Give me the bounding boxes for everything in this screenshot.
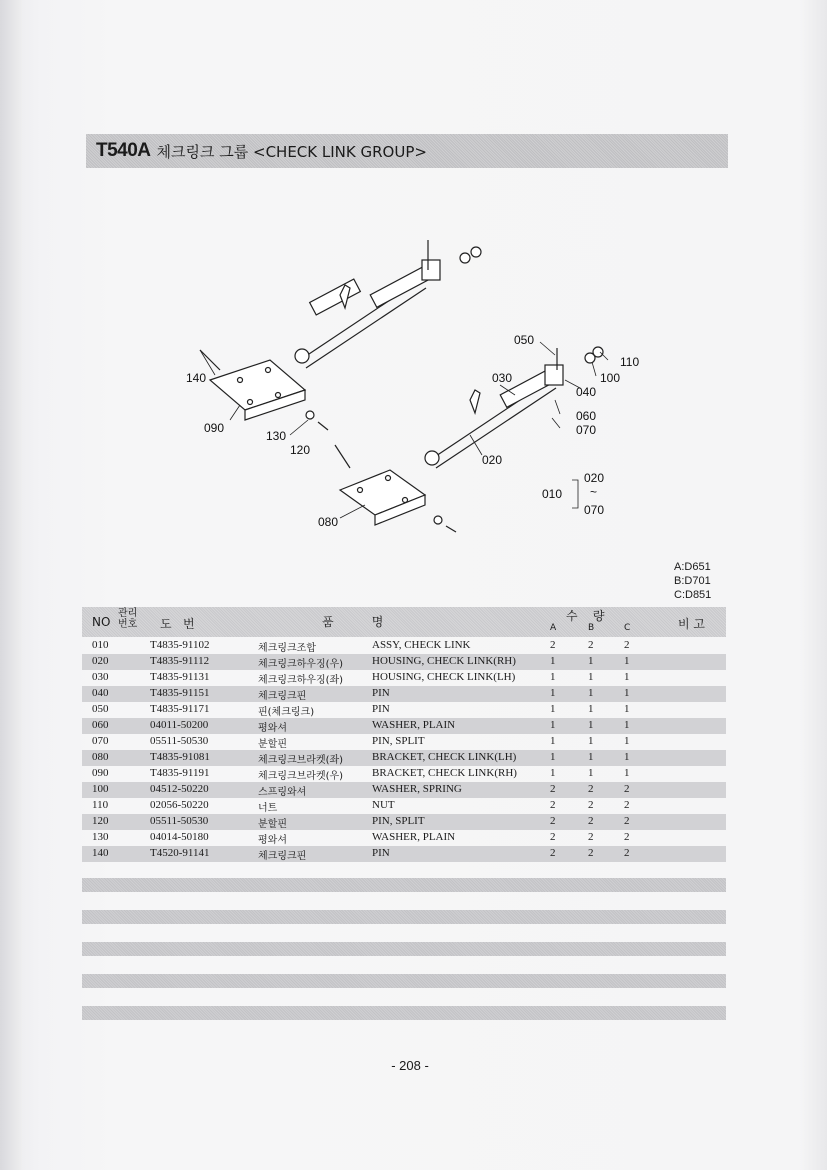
callout-110: 110 [620,355,640,369]
callout-100: 100 [600,371,621,385]
upper-check-link-illustration [295,240,481,368]
page-number: - 208 - [391,1058,429,1073]
row-name-en: PIN [372,687,390,699]
callout-060: 060 [576,409,597,423]
row-qty-b: 1 [588,751,594,763]
callout-140: 140 [186,371,207,385]
row-part-number: 05511-50530 [150,735,209,747]
empty-table-band [82,942,726,956]
row-qty-b: 1 [588,735,594,747]
model-a: A:D651 [674,561,711,573]
table-row [82,814,726,830]
row-qty-a: 1 [550,703,556,715]
row-qty-b: 2 [588,639,594,651]
row-name-en: PIN [372,847,390,859]
row-part-number: 02056-50220 [150,799,209,811]
col-part-name: 품 명 [322,615,384,629]
row-part-number: 04512-50220 [150,783,209,795]
model-legend [674,560,734,602]
row-name-en: PIN, SPLIT [372,735,425,747]
row-part-number: T4835-91102 [150,639,210,651]
row-part-number: T4835-91131 [150,671,210,683]
row-name-kr: 체크링크하우징(우) [258,659,344,670]
row-qty-c: 1 [624,751,630,763]
row-name-kr: 분할핀 [258,739,287,750]
row-qty-c: 2 [624,831,630,843]
empty-table-band [82,1006,726,1020]
row-qty-c: 1 [624,687,630,699]
row-qty-b: 1 [588,767,594,779]
row-qty-b: 2 [588,831,594,843]
model-b: B:D701 [674,575,711,587]
model-c: C:D851 [674,589,712,601]
callout-050: 050 [514,333,535,347]
table-row [82,734,726,750]
row-no: 080 [92,751,109,763]
callout-080: 080 [318,515,339,529]
row-name-kr: 분할핀 [258,819,287,830]
table-row [82,702,726,718]
row-no: 140 [92,847,109,859]
table-row [82,686,726,702]
table-row [82,846,726,862]
row-no: 010 [92,639,109,651]
row-no: 100 [92,783,109,795]
row-qty-b: 2 [588,799,594,811]
row-name-en: BRACKET, CHECK LINK(LH) [372,751,517,763]
range-start-020: 020 [584,471,605,485]
range-end-070: 070 [584,503,605,517]
row-qty-c: 1 [624,767,630,779]
row-qty-a: 1 [550,687,556,699]
row-name-kr: 핀(체크링크) [258,707,315,718]
row-qty-c: 2 [624,639,630,651]
row-qty-c: 2 [624,815,630,827]
row-name-en: NUT [372,799,395,811]
row-no: 040 [92,687,109,699]
section-code: T540A [96,140,151,161]
callout-130: 130 [266,429,287,443]
row-name-kr: 체크링크조합 [258,643,316,654]
row-name-kr: 체크링크브라켓(좌) [258,755,344,766]
col-control-number: 관리 번호 [118,608,138,630]
row-qty-a: 2 [550,799,556,811]
empty-table-band [82,910,726,924]
callout-070: 070 [576,423,597,437]
row-qty-a: 2 [550,847,556,859]
lower-check-link-illustration [425,347,603,468]
row-no: 110 [92,799,109,811]
row-qty-a: 1 [550,735,556,747]
row-name-kr: 체크링크브라켓(우) [258,771,344,782]
row-name-kr: 평와셔 [258,723,287,734]
row-qty-c: 1 [624,655,630,667]
table-row [82,830,726,846]
table-row [82,750,726,766]
row-part-number: T4520-91141 [150,847,210,859]
row-no: 130 [92,831,109,843]
table-row [82,798,726,814]
parts-table-header [82,607,726,637]
row-part-number: T4835-91171 [150,703,210,715]
row-name-kr: 체크링크하우징(좌) [258,675,344,686]
col-quantity: 수 량 [566,609,605,623]
col-no: NO [92,615,111,629]
callout-010: 010 [542,487,563,501]
row-qty-b: 2 [588,847,594,859]
row-part-number: T4835-91191 [150,767,210,779]
row-name-kr: 평와셔 [258,835,287,846]
section-title-bar [86,134,728,168]
row-name-en: ASSY, CHECK LINK [372,639,471,651]
empty-table-band [82,878,726,892]
col-qty-a: A [550,623,557,633]
row-no: 070 [92,735,109,747]
callout-090: 090 [204,421,225,435]
row-no: 030 [92,671,109,683]
row-qty-b: 1 [588,655,594,667]
callout-020: 020 [482,453,503,467]
scan-edge [0,0,22,1170]
row-no: 050 [92,703,109,715]
table-row [82,670,726,686]
row-name-en: PIN, SPLIT [372,815,425,827]
row-name-en: HOUSING, CHECK LINK(RH) [372,655,516,667]
callout-120: 120 [290,443,311,457]
row-name-kr: 체크링크핀 [258,691,307,702]
row-qty-c: 1 [624,735,630,747]
row-part-number: T4835-91081 [150,751,210,763]
row-qty-b: 1 [588,687,594,699]
row-part-number: T4835-91151 [150,687,210,699]
row-qty-c: 2 [624,799,630,811]
row-no: 060 [92,719,109,731]
row-qty-c: 1 [624,671,630,683]
row-qty-a: 1 [550,719,556,731]
row-qty-b: 2 [588,783,594,795]
callout-030: 030 [492,371,513,385]
callout-040: 040 [576,385,597,399]
parts-table-body [82,638,726,862]
range-tilde: ~ [590,485,598,499]
row-part-number: 05511-50530 [150,815,209,827]
row-qty-b: 1 [588,703,594,715]
row-qty-a: 2 [550,783,556,795]
row-qty-c: 1 [624,703,630,715]
col-qty-b: B [588,623,595,633]
row-qty-b: 2 [588,815,594,827]
row-qty-a: 1 [550,671,556,683]
row-qty-b: 1 [588,671,594,683]
row-name-en: WASHER, SPRING [372,783,462,795]
row-name-en: HOUSING, CHECK LINK(LH) [372,671,516,683]
row-part-number: 04014-50180 [150,831,209,843]
row-part-number: 04011-50200 [150,719,209,731]
row-name-en: BRACKET, CHECK LINK(RH) [372,767,517,779]
row-name-en: PIN [372,703,390,715]
row-part-number: T4835-91112 [150,655,210,667]
section-title: 체크링크 그룹 <CHECK LINK GROUP> [156,142,427,161]
row-qty-c: 2 [624,847,630,859]
table-row [82,654,726,670]
row-name-en: WASHER, PLAIN [372,719,456,731]
empty-table-band [82,974,726,988]
left-bracket-illustration [200,350,328,430]
row-no: 120 [92,815,109,827]
row-qty-a: 1 [550,767,556,779]
table-row [82,638,726,654]
table-row [82,718,726,734]
row-qty-a: 2 [550,831,556,843]
row-qty-a: 1 [550,751,556,763]
col-qty-c: C [624,623,631,633]
col-remarks: 비 고 [678,617,705,631]
row-name-kr: 너트 [258,803,278,814]
row-qty-c: 2 [624,783,630,795]
row-qty-a: 2 [550,815,556,827]
row-name-kr: 체크링크핀 [258,851,307,862]
row-no: 020 [92,655,109,667]
row-qty-a: 1 [550,655,556,667]
row-qty-b: 1 [588,719,594,731]
row-qty-a: 2 [550,639,556,651]
table-row [82,782,726,798]
exploded-parts-diagram [160,230,660,550]
row-no: 090 [92,767,109,779]
table-row [82,766,726,782]
col-drawing-number: 도 번 [160,617,195,631]
row-name-en: WASHER, PLAIN [372,831,456,843]
row-qty-c: 1 [624,719,630,731]
row-name-kr: 스프링와셔 [258,787,307,798]
